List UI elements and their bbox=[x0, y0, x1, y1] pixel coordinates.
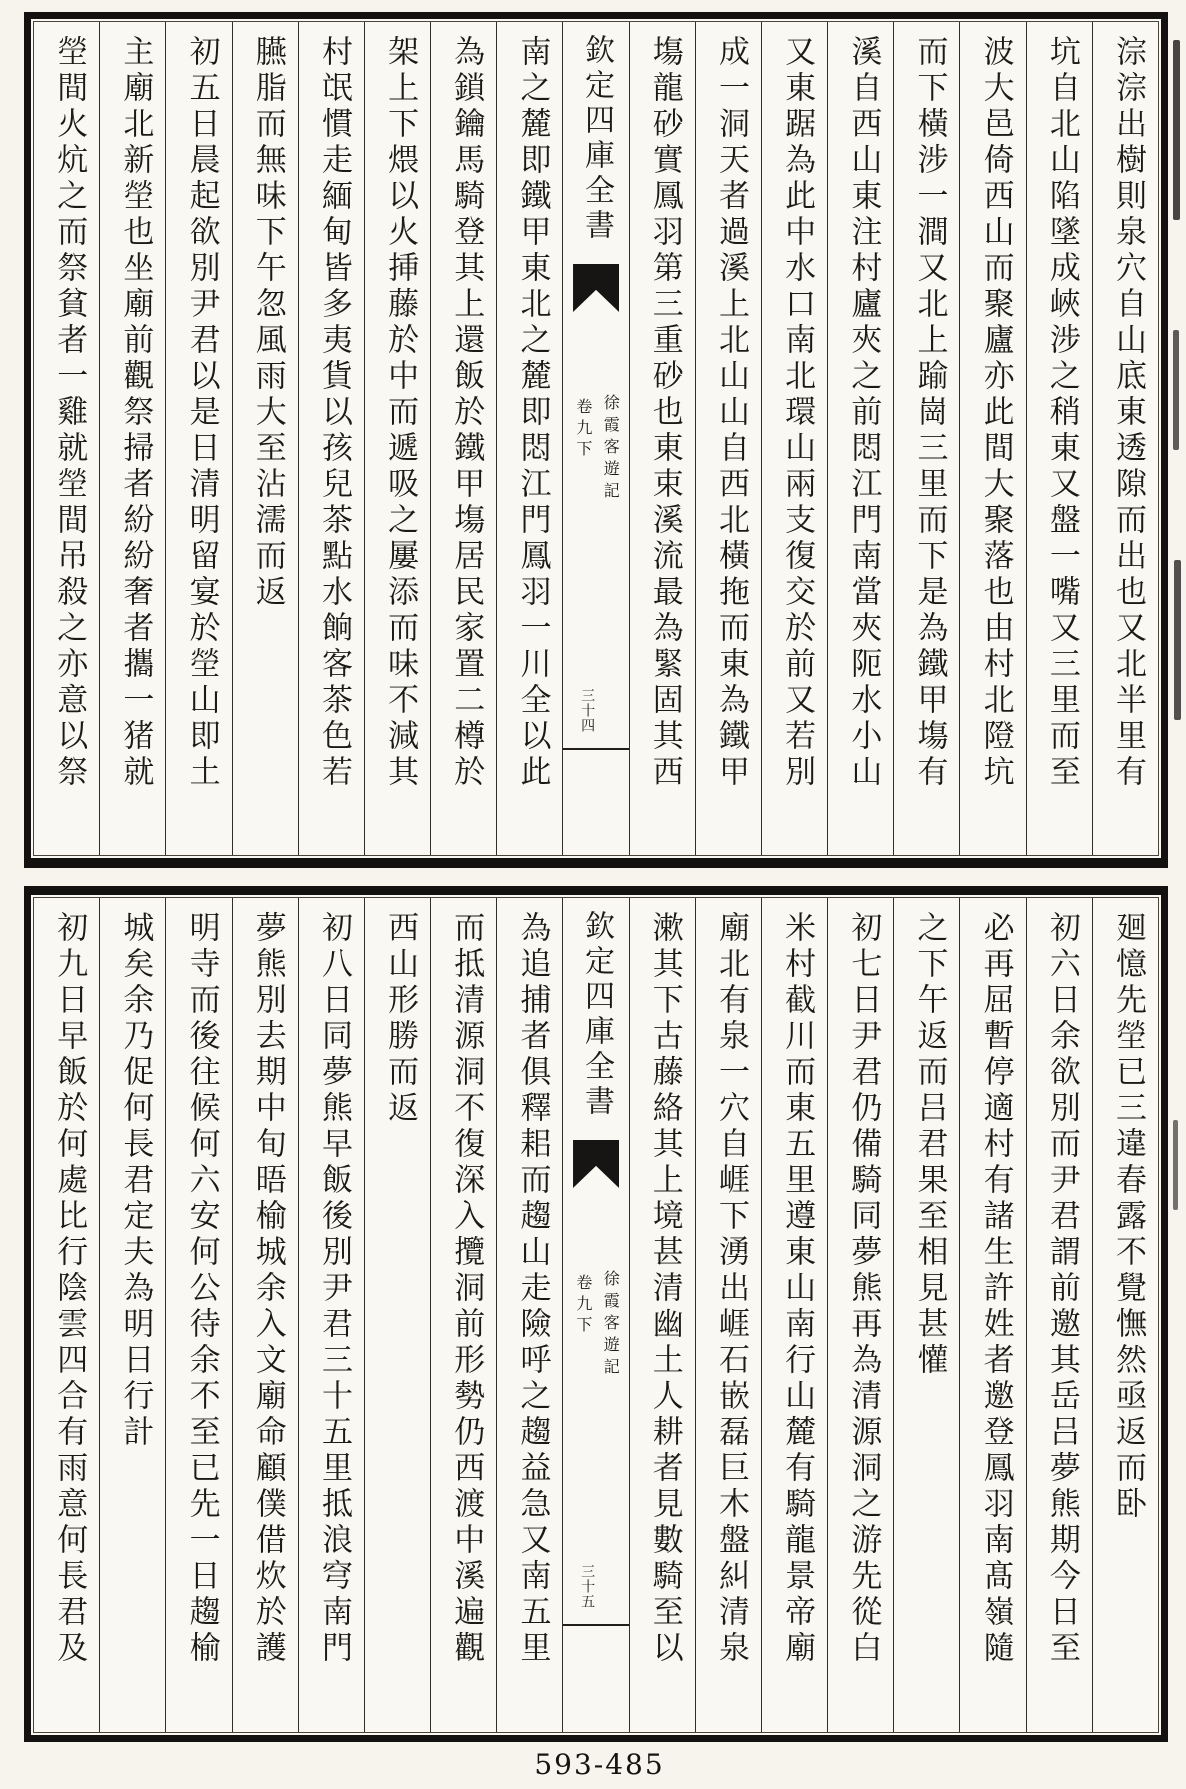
text-column: 溪自西山東注村廬夾之前悶江門南當夾阨水小山 bbox=[827, 22, 893, 855]
text-column: 初六日余欲別而尹君謂前邀其岳吕夢熊期今日至 bbox=[1026, 898, 1092, 1732]
text-column: 為追捕者俱釋耜而趨山走險呼之趨益急又南五里 bbox=[496, 898, 562, 1732]
top-page-frame bbox=[24, 12, 1168, 868]
text-column: 村氓慣走緬甸皆多夷貨以孩兒茶點水餉客茶色若 bbox=[298, 22, 364, 855]
scan-artifact bbox=[1173, 40, 1180, 220]
bottom-page-text-area bbox=[33, 897, 1159, 1733]
banxin-center-column bbox=[562, 22, 628, 855]
text-column: 米村截川而東五里遵東山南行山麓有騎龍景帝廟 bbox=[761, 898, 827, 1732]
folio-rule bbox=[563, 748, 628, 750]
text-column: 臙脂而無味下午忽風雨大至沾濡而返 bbox=[232, 22, 298, 855]
text-column: 明寺而後往候何六安何公待余不至已先一日趨榆 bbox=[165, 898, 231, 1732]
text-column: 必再屈暫停適村有諸生許姓者邀登鳳羽南髙嶺隨 bbox=[959, 898, 1025, 1732]
siku-quanshu-title: 欽定四庫全書 bbox=[579, 910, 615, 1120]
text-column: 坑自北山陷墜成峽涉之稍東又盤一嘴又三里而至 bbox=[1026, 22, 1092, 855]
siku-quanshu-title: 欽定四庫全書 bbox=[579, 34, 615, 244]
text-column: 又東踞為此中水口南北環山兩支復交於前又若別 bbox=[761, 22, 827, 855]
banxin-center-column bbox=[562, 898, 628, 1732]
bottom-page-frame bbox=[24, 886, 1168, 1742]
fishtail-mark-icon bbox=[573, 264, 619, 312]
text-column: 廟北有泉一穴自崕下湧出崕石嵌磊巨木盤糾清泉 bbox=[695, 898, 761, 1732]
text-column: 夢熊別去期中旬晤榆城余入文廟命顧僕借炊於護 bbox=[232, 898, 298, 1732]
text-column: 主廟北新塋也坐廟前觀祭掃者紛紛奢者攜一猪就 bbox=[99, 22, 165, 855]
text-column: 而下橫涉一澗又北上踰崗三里而下是為鐵甲塲有 bbox=[893, 22, 959, 855]
scan-artifact bbox=[1173, 1120, 1178, 1210]
text-column: 南之麓即鐵甲東北之麓即悶江門鳳羽一川全以此 bbox=[496, 22, 562, 855]
top-page-text-area bbox=[33, 21, 1159, 856]
book-title: 徐霞客遊記 bbox=[601, 1270, 621, 1380]
text-column: 塲龍砂實鳳羽第三重砂也東束溪流最為緊固其西 bbox=[629, 22, 695, 855]
fishtail-mark-icon bbox=[573, 1140, 619, 1188]
folio-rule bbox=[563, 1624, 628, 1626]
text-column: 為鎖鑰馬騎登其上還飯於鐵甲塲居民家置二樽於 bbox=[430, 22, 496, 855]
chapter-label: 卷九下 bbox=[573, 398, 593, 461]
text-column: 淙淙出樹則泉穴自山底東透隙而出也又北半里有 bbox=[1092, 22, 1158, 855]
scan-artifact bbox=[1174, 560, 1181, 720]
text-column: 成一洞天者過溪上北山山自西北橫拖而東為鐵甲 bbox=[695, 22, 761, 855]
text-column: 漱其下古藤絡其上境甚清幽土人耕者見數騎至以 bbox=[629, 898, 695, 1732]
text-column: 塋間火炕之而祭貧者一雞就塋間吊殺之亦意以祭 bbox=[51, 35, 88, 791]
book-title: 徐霞客遊記 bbox=[601, 394, 621, 504]
text-column: 城矣余乃促何長君定夫為明日行計 bbox=[99, 898, 165, 1732]
text-column: 架上下煨以火挿藤於中而遞吸之屢添而味不減其 bbox=[364, 22, 430, 855]
plate-number: 593-485 bbox=[534, 1748, 665, 1781]
text-column: 初八日同夢熊早飯後別尹君三十五里抵浪穹南門 bbox=[298, 898, 364, 1732]
text-column: 波大邑倚西山而聚廬亦此間大聚落也由村北隥坑 bbox=[959, 22, 1025, 855]
text-column: 之下午返而吕君果至相見甚懽 bbox=[893, 898, 959, 1732]
text-column: 初九日早飯於何處比行陰雲四合有雨意何長君及 bbox=[51, 911, 88, 1667]
scan-artifact bbox=[1173, 330, 1179, 450]
folio-number: 三十四 bbox=[579, 688, 596, 733]
folio-number: 三十五 bbox=[579, 1564, 596, 1609]
text-column: 而抵清源洞不復深入攬洞前形勢仍西渡中溪遍觀 bbox=[430, 898, 496, 1732]
text-column: 初五日晨起欲別尹君以是日清明留宴於塋山即土 bbox=[165, 22, 231, 855]
chapter-label: 卷九下 bbox=[573, 1274, 593, 1337]
text-column: 西山形勝而返 bbox=[364, 898, 430, 1732]
text-column: 初七日尹君仍備騎同夢熊再為清源洞之游先從白 bbox=[827, 898, 893, 1732]
text-column: 廻憶先塋已三違春露不覺憮然亟返而卧 bbox=[1092, 898, 1158, 1732]
